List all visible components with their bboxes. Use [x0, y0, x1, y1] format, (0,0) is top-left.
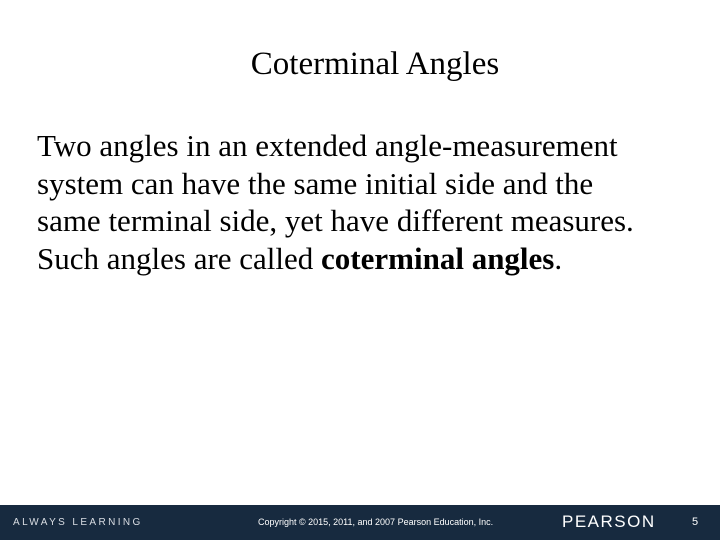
body-line-3: same terminal side, yet have different measures.: [37, 203, 634, 238]
body-line-4-end: .: [554, 240, 563, 276]
footer-tagline: ALWAYS LEARNING: [13, 517, 143, 528]
body-line-2: system can have the same initial side and the: [37, 165, 594, 201]
key-term: coterminal angles: [321, 240, 555, 276]
page-number: 5: [692, 516, 699, 528]
slide-body: [37, 127, 707, 277]
slide-title: Coterminal Angles: [250, 46, 500, 82]
body-line-1: Two angles in an extended angle-measurement: [37, 128, 618, 163]
body-line-4: [37, 240, 707, 278]
footer-bar: [0, 505, 720, 540]
footer-copyright: Copyright © 2015, 2011, and 2007 Pearson Education, Inc.: [258, 517, 494, 527]
pearson-logo: PEARSON: [562, 512, 656, 531]
body-line-4-text: Such angles are called: [37, 240, 322, 276]
